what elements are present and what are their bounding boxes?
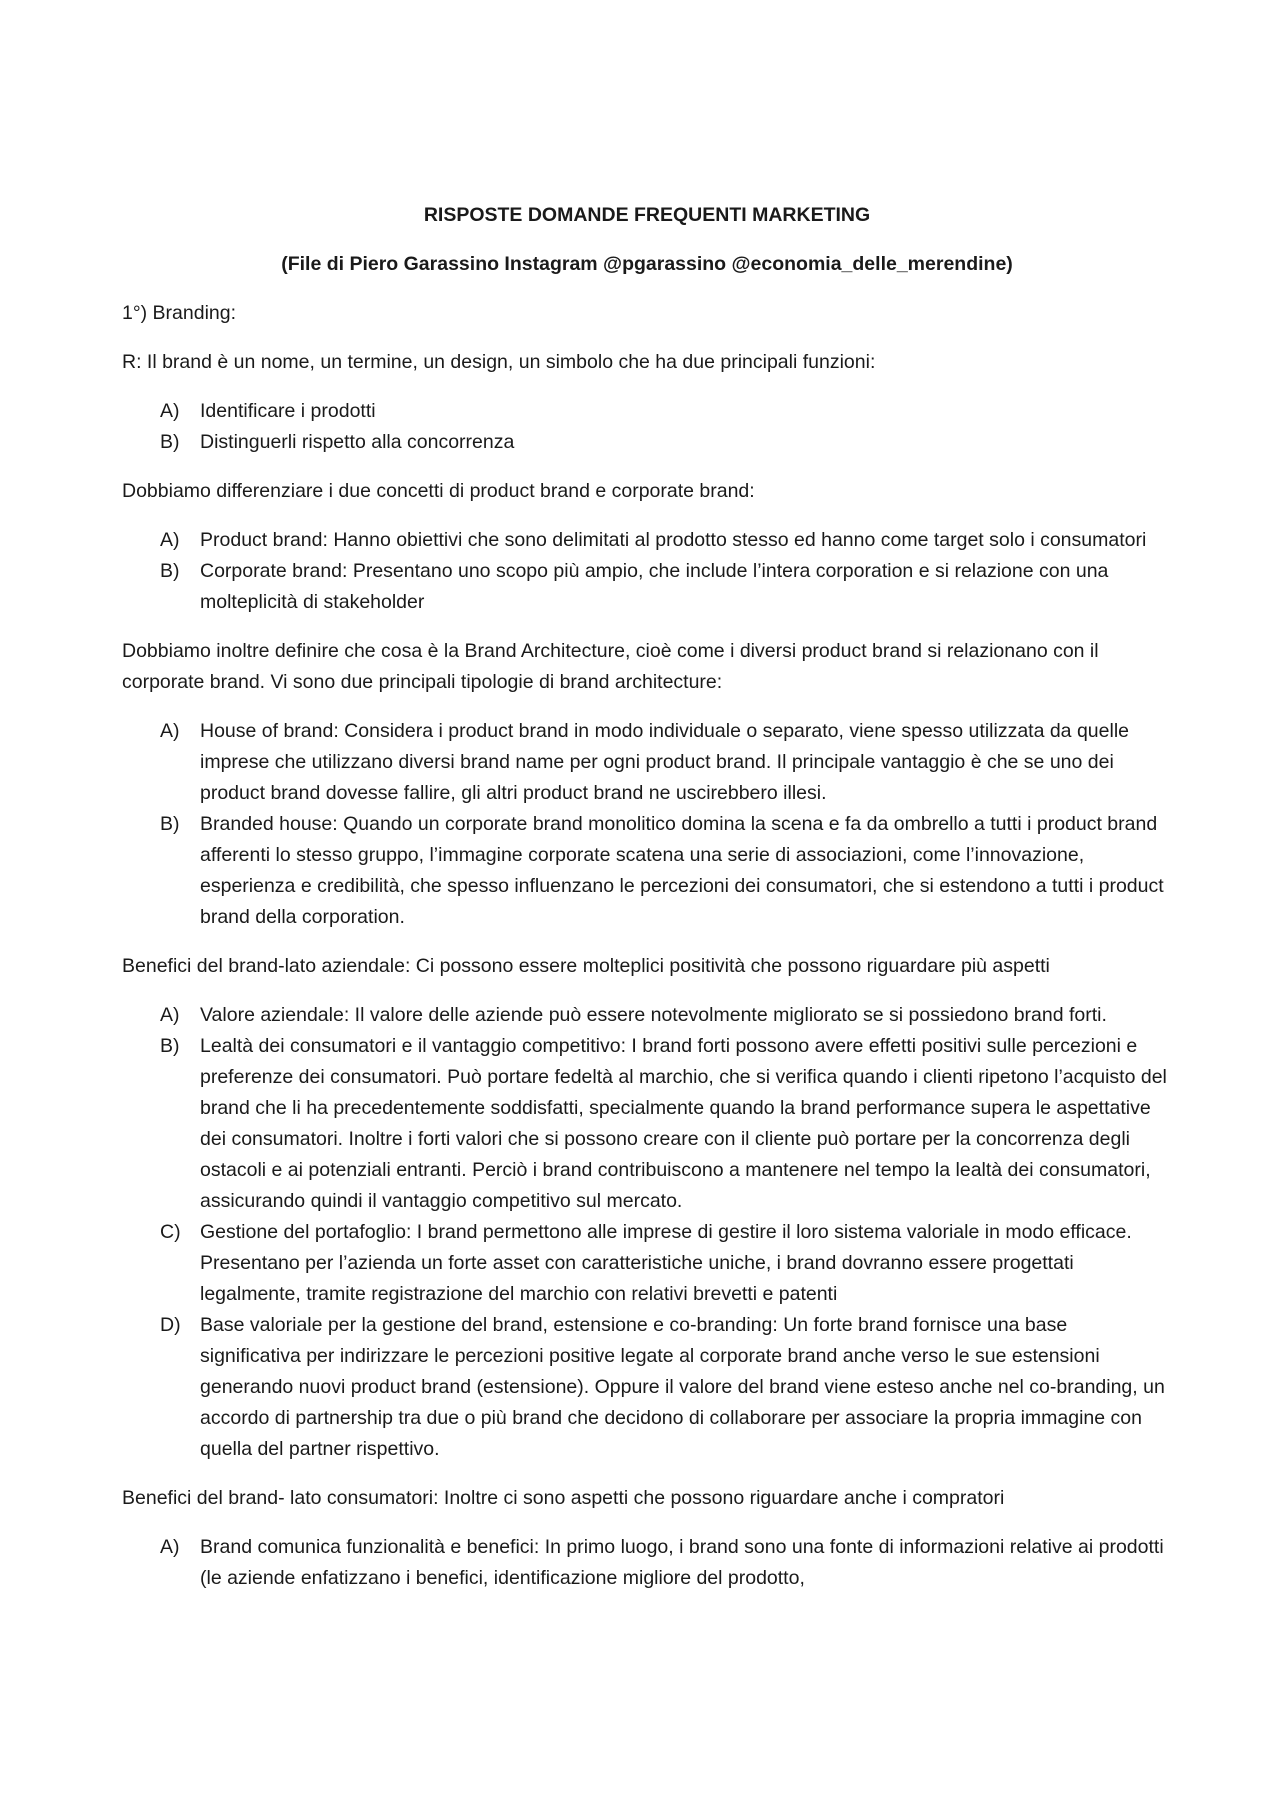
list-item-text: Product brand: Hanno obiettivi che sono delimitati al prodotto stesso ed hanno come target solo i consumatori [200, 529, 1147, 551]
intro-paragraph: R: Il brand è un nome, un termine, un design, un simbolo che ha due principali funzioni: [122, 351, 876, 373]
list-item-text: Gestione del portafoglio: I brand permettono alle imprese di gestire il loro sistema valoriale in modo efficace. Presentano per l’azienda un forte asset con caratteristiche uniche, i brand dovranno essere progettati legalmente, tramite registrazione del marchio con relativi brevetti e patenti [200, 1221, 1132, 1305]
list-item-text: House of brand: Considera i product brand in modo individuale o separato, viene spesso utilizzata da quelle imprese che utilizzano diversi brand name per ogni product brand. Il principale vantaggio è che se uno dei product brand dovesse fallire, gli altri product brand ne uscirebbero illesi. [200, 720, 1129, 804]
list-item [122, 1031, 1172, 1217]
list-item [122, 1532, 1172, 1594]
list-item [122, 1217, 1172, 1310]
list-item-text: Identificare i prodotti [200, 400, 376, 422]
list-item [122, 396, 1172, 427]
document-page [122, 200, 1172, 1612]
architectures-list [122, 716, 1172, 933]
list-marker: B) [160, 1035, 180, 1057]
list-item [122, 525, 1172, 556]
list-marker: A) [160, 720, 180, 742]
list-marker: A) [160, 1004, 180, 1026]
list-item [122, 1000, 1172, 1031]
list-item-text: Valore aziendale: Il valore delle aziende può essere notevolmente migliorato se si possiedono brand forti. [200, 1004, 1107, 1026]
list-marker: A) [160, 400, 180, 422]
company-benefits-paragraph: Benefici del brand-lato aziendale: Ci possono essere molteplici positività che possono riguardare più aspetti [122, 955, 1050, 977]
list-item-text: Corporate brand: Presentano uno scopo più ampio, che include l’intera corporation e si relazione con una molteplicità di stakeholder [200, 560, 1109, 613]
list-item-text: Distinguerli rispetto alla concorrenza [200, 431, 515, 453]
architecture-paragraph: Dobbiamo inoltre definire che cosa è la Brand Architecture, cioè come i diversi product brand si relazionano con il corporate brand. Vi sono due principali tipologie di brand architecture: [122, 640, 1099, 693]
list-item [122, 556, 1172, 618]
list-item [122, 716, 1172, 809]
list-marker: A) [160, 529, 180, 551]
list-marker: B) [160, 560, 180, 582]
list-item-text: Lealtà dei consumatori e il vantaggio competitivo: I brand forti possono avere effetti positivi sulle percezioni e preferenze dei consumatori. Può portare fedeltà al marchio, che si verifica quando i clienti ripetono l’acquisto del brand che li ha precedentemente soddisfatti, specialmente quando la brand performance supera le aspettative dei consumatori. Inoltre i forti valori che si possono creare con il cliente può portare per la concorrenza degli ostacoli e ai potenziali entranti. Perciò i brand contribuiscono a mantenere nel tempo la lealtà dei consumatori, assicurando quindi il vantaggio competitivo sul mercato. [200, 1035, 1167, 1212]
list-marker: D) [160, 1314, 181, 1336]
list-marker: B) [160, 813, 180, 835]
list-item [122, 1310, 1172, 1465]
list-item [122, 809, 1172, 933]
section-heading: 1°) Branding: [122, 302, 237, 324]
document-title: RISPOSTE DOMANDE FREQUENTI MARKETING [423, 204, 871, 226]
document-subtitle: (File di Piero Garassino Instagram @pgarassino @economia_delle_merendine) [281, 253, 1013, 275]
list-item-text: Brand comunica funzionalità e benefici: In primo luogo, i brand sono una fonte di informazioni relative ai prodotti (le aziende enfatizzano i benefici, identificazione migliore del prodotto, [200, 1536, 1164, 1589]
consumer-benefits-paragraph: Benefici del brand- lato consumatori: Inoltre ci sono aspetti che possono riguardare anche i compratori [122, 1487, 1005, 1509]
list-item [122, 427, 1172, 458]
list-marker: C) [160, 1221, 181, 1243]
consumer-benefits-list [122, 1532, 1172, 1594]
list-item-text: Branded house: Quando un corporate brand monolitico domina la scena e fa da ombrello a tutti i product brand afferenti lo stesso gruppo, l’immagine corporate scatena una serie di associazioni, come l’innovazione, esperienza e credibilità, che spesso influenzano le percezioni dei consumatori, che si estendono a tutti i product brand della corporation. [200, 813, 1164, 928]
differentiate-paragraph: Dobbiamo differenziare i due concetti di product brand e corporate brand: [122, 480, 755, 502]
functions-list [122, 396, 1172, 458]
brand-types-list [122, 525, 1172, 618]
list-item-text: Base valoriale per la gestione del brand, estensione e co-branding: Un forte brand fornisce una base significativa per indirizzare le percezioni positive legate al corporate brand anche verso le sue estensioni generando nuovi product brand (estensione). Oppure il valore del brand viene esteso anche nel co-branding, un accordo di partnership tra due o più brand che decidono di collaborare per associare la propria immagine con quella del partner rispettivo. [200, 1314, 1165, 1460]
list-marker: B) [160, 431, 180, 453]
list-marker: A) [160, 1536, 180, 1558]
company-benefits-list [122, 1000, 1172, 1465]
